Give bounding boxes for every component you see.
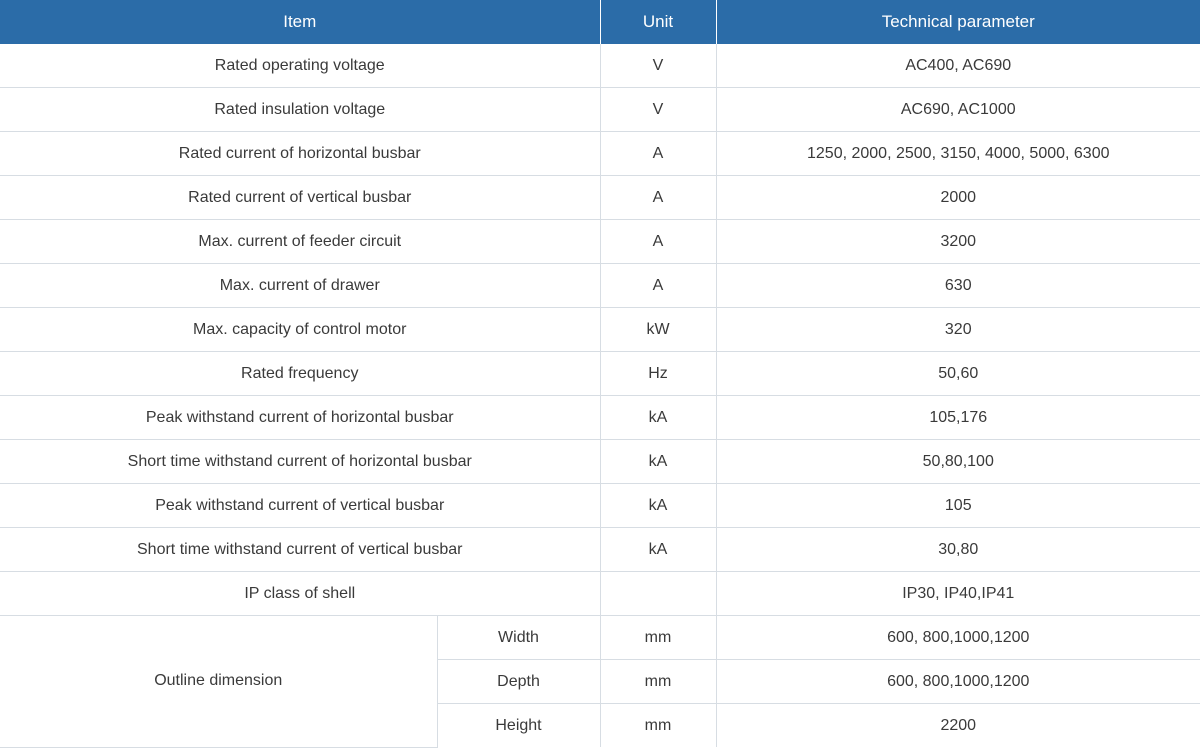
- cell-unit: V: [600, 44, 716, 88]
- table-header-row: [0, 0, 1200, 44]
- cell-item: Max. capacity of control motor: [0, 308, 600, 352]
- cell-unit: [600, 572, 716, 616]
- cell-value: 3200: [716, 220, 1200, 264]
- cell-value: 1250, 2000, 2500, 3150, 4000, 5000, 6300: [716, 132, 1200, 176]
- cell-value: 600, 800,1000,1200: [716, 660, 1200, 704]
- cell-value: IP30, IP40,IP41: [716, 572, 1200, 616]
- cell-unit: kA: [600, 528, 716, 572]
- table-row: [0, 220, 1200, 264]
- table-row: [0, 484, 1200, 528]
- table-row: [0, 132, 1200, 176]
- table-row: [0, 44, 1200, 88]
- cell-unit: Hz: [600, 352, 716, 396]
- cell-value: 50,60: [716, 352, 1200, 396]
- cell-value: 30,80: [716, 528, 1200, 572]
- table-row: [0, 308, 1200, 352]
- cell-unit: kW: [600, 308, 716, 352]
- cell-dimension-subitem: Height: [437, 704, 600, 748]
- cell-unit: kA: [600, 440, 716, 484]
- table-row: [0, 572, 1200, 616]
- cell-dimension-subitem: Width: [437, 616, 600, 660]
- cell-item: Short time withstand current of horizontal busbar: [0, 440, 600, 484]
- cell-item: Rated insulation voltage: [0, 88, 600, 132]
- cell-unit: A: [600, 220, 716, 264]
- cell-value: 50,80,100: [716, 440, 1200, 484]
- cell-unit: kA: [600, 484, 716, 528]
- cell-value: 105: [716, 484, 1200, 528]
- cell-value: 2200: [940, 716, 977, 734]
- table-row: [0, 176, 1200, 220]
- cell-value: 600, 800,1000,1200: [716, 616, 1200, 660]
- table-row: [0, 352, 1200, 396]
- table-row: [0, 264, 1200, 308]
- cell-unit: A: [600, 132, 716, 176]
- cell-item: Rated frequency: [0, 352, 600, 396]
- cell-unit: mm: [600, 660, 716, 704]
- table-row: [0, 440, 1200, 484]
- cell-unit: mm: [600, 616, 716, 660]
- cell-item: Peak withstand current of horizontal busbar: [0, 396, 600, 440]
- cell-unit: mm: [600, 704, 716, 748]
- cell-item: Rated current of vertical busbar: [0, 176, 600, 220]
- cell-item: IP class of shell: [0, 572, 600, 616]
- table-row-outline-dimension-width: [0, 616, 1200, 660]
- cell-item: Max. current of drawer: [0, 264, 600, 308]
- column-header-unit: Unit: [600, 0, 716, 44]
- cell-value: 630: [716, 264, 1200, 308]
- column-header-technical-parameter: Technical parameter: [716, 0, 1200, 44]
- cell-dimension-subitem: Depth: [437, 660, 600, 704]
- cell-unit: A: [600, 264, 716, 308]
- cell-value: 320: [716, 308, 1200, 352]
- table-row: [0, 528, 1200, 572]
- cell-value: AC690, AC1000: [716, 88, 1200, 132]
- cell-item: Short time withstand current of vertical busbar: [0, 528, 600, 572]
- cell-value: 105,176: [716, 396, 1200, 440]
- table-row: [0, 88, 1200, 132]
- cell-item: Peak withstand current of vertical busbar: [0, 484, 600, 528]
- cell-value: AC400, AC690: [716, 44, 1200, 88]
- cell-item: Max. current of feeder circuit: [0, 220, 600, 264]
- table-row: [0, 396, 1200, 440]
- cell-unit: V: [600, 88, 716, 132]
- cell-unit: A: [600, 176, 716, 220]
- column-header-item: Item: [0, 0, 600, 44]
- cell-unit: kA: [600, 396, 716, 440]
- cell-item: Rated operating voltage: [0, 44, 600, 88]
- cell-item: Rated current of horizontal busbar: [0, 132, 600, 176]
- cell-value: 2000: [716, 176, 1200, 220]
- cell-outline-dimension-label: Outline dimension: [0, 616, 437, 748]
